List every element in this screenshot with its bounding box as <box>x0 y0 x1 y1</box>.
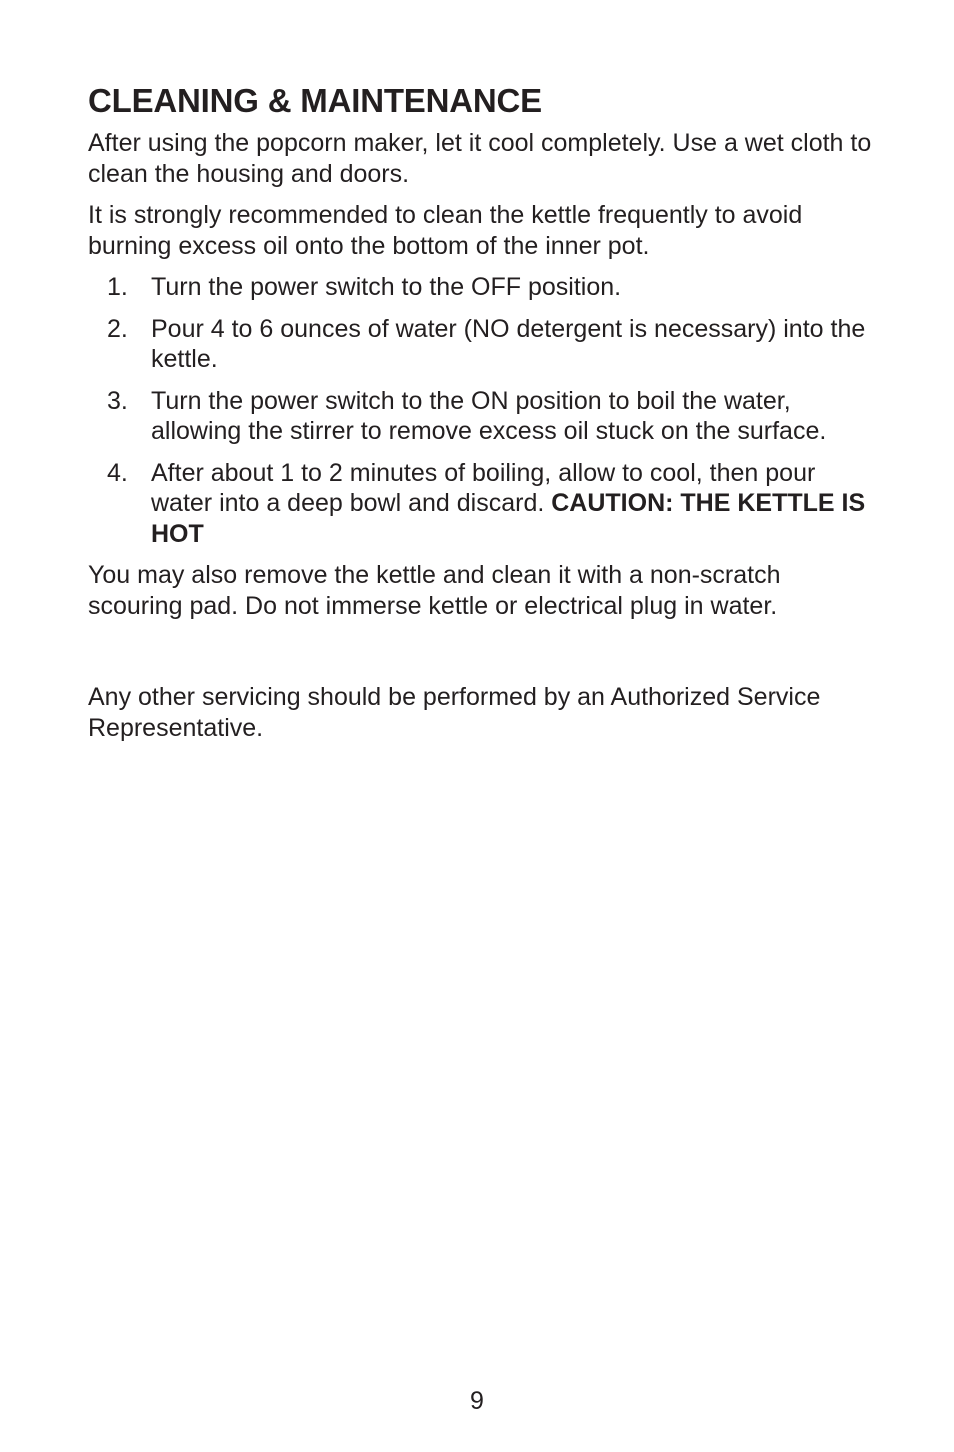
spacer <box>88 632 878 682</box>
step-text: Pour 4 to 6 ounces of water (NO detergent is necessary) into the kettle. <box>151 314 866 373</box>
intro-paragraph-cooling: After using the popcorn maker, let it cool completely. Use a wet cloth to clean the housing and doors. <box>88 129 872 188</box>
section-heading: CLEANING & MAINTENANCE <box>88 82 542 119</box>
step-item <box>88 272 878 303</box>
manual-page-content <box>88 82 878 754</box>
step-item <box>88 314 878 375</box>
step-number: 2. <box>107 314 128 343</box>
step-text: Turn the power switch to the OFF position. <box>151 273 622 301</box>
step-number: 1. <box>107 273 128 301</box>
caution-warning: CAUTION: THE KETTLE IS HOT <box>151 489 866 548</box>
step-item <box>88 458 878 550</box>
alternate-cleaning-paragraph: You may also remove the kettle and clean it with a non-scratch scouring pad. Do not immerse kettle or electrical plug in water. <box>88 561 781 620</box>
intro-paragraph-kettle: It is strongly recommended to clean the kettle frequently to avoid burning excess oil onto the bottom of the inner pot. <box>88 201 803 260</box>
step-number: 3. <box>107 386 128 415</box>
page-number: 9 <box>470 1387 484 1415</box>
step-number: 4. <box>107 458 128 487</box>
step-item <box>88 386 878 447</box>
cleaning-steps-list <box>88 272 878 549</box>
step-text: Turn the power switch to the ON position to boil the water, allowing the stirrer to remove excess oil stuck on the surface. <box>151 386 827 445</box>
step-text: After about 1 to 2 minutes of boiling, allow to cool, then pour water into a deep bowl and discard. <box>151 458 816 517</box>
servicing-paragraph: Any other servicing should be performed by an Authorized Service Representative. <box>88 683 821 742</box>
